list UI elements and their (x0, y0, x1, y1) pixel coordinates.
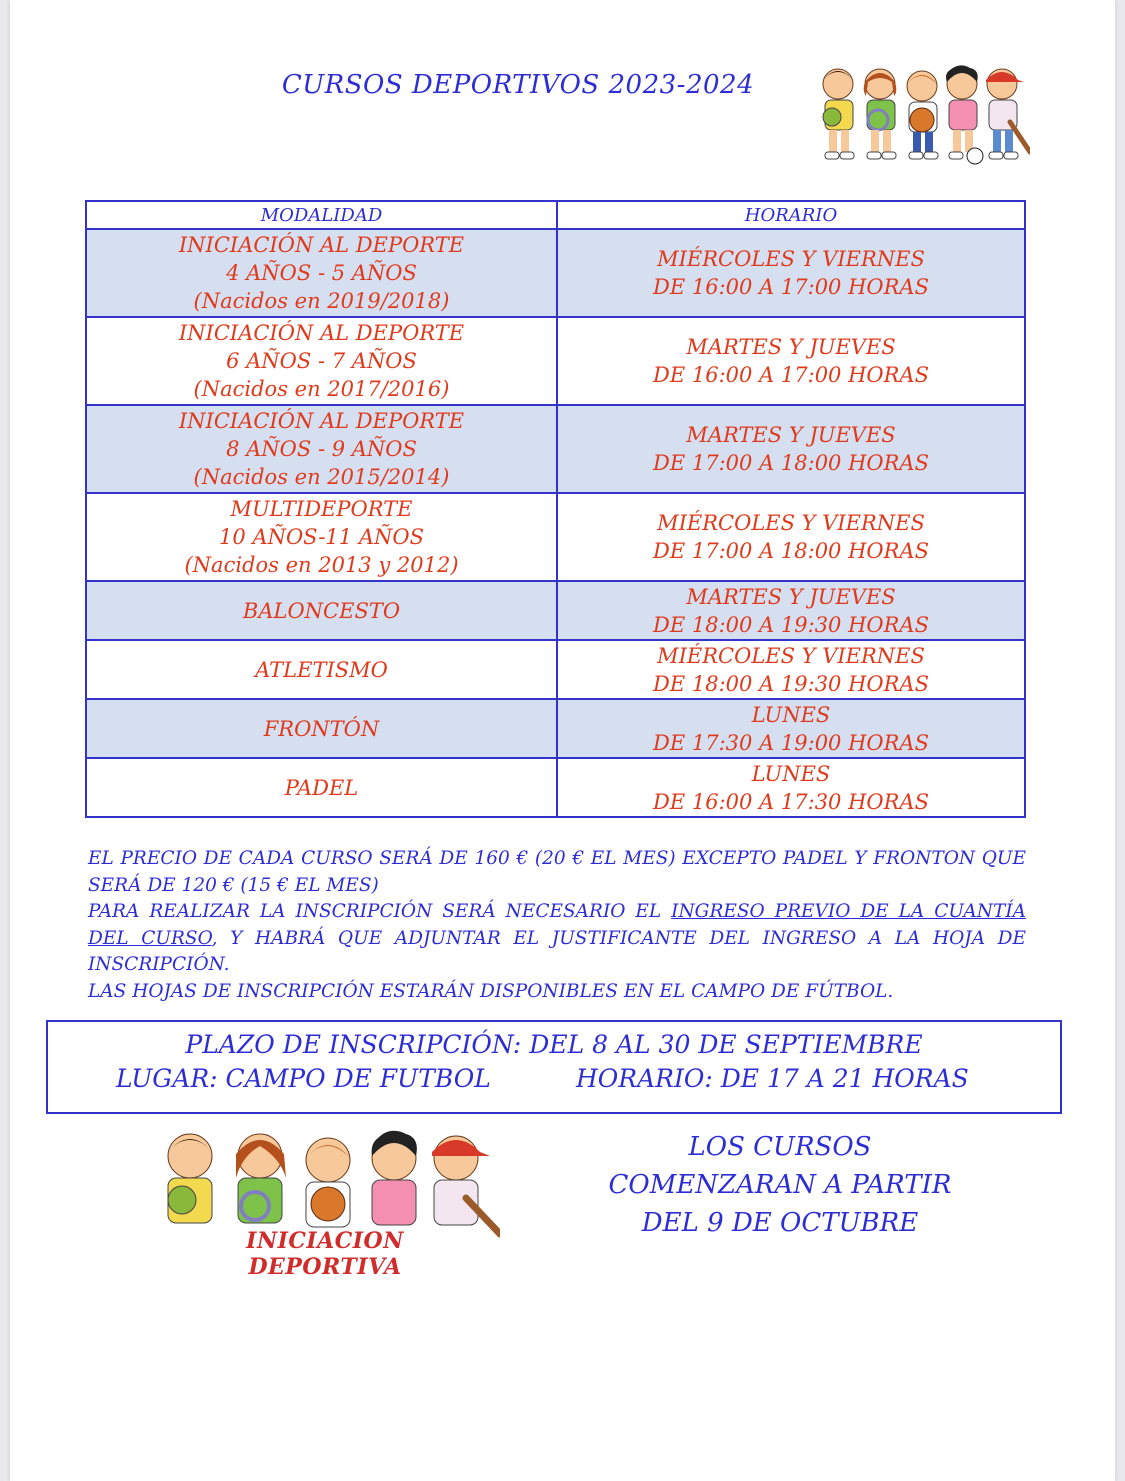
table-row (86, 405, 1025, 493)
table-row (86, 640, 1025, 699)
modalidad-cell: INICIACIÓN AL DEPORTE 6 AÑOS - 7 AÑOS (Nacidos en 2017/2016) (86, 317, 557, 405)
horario-cell: MARTES Y JUEVES DE 16:00 A 17:00 HORAS (557, 317, 1025, 405)
column-header-modalidad: MODALIDAD (86, 201, 557, 229)
table-row (86, 699, 1025, 758)
modalidad-cell: BALONCESTO (86, 581, 557, 640)
course-start-notice: LOS CURSOS COMENZARAN A PARTIR DEL 9 DE OCTUBRE (608, 1132, 952, 1238)
price-text: EL PRECIO DE CADA CURSO SERÁ DE 160 € (20 € EL MES) EXCEPTO PADEL Y FRONTON QUE SERÁ DE 120 € (15 € EL MES) (88, 848, 1026, 896)
registration-hours: HORARIO: DE 17 A 21 HORAS (576, 1064, 969, 1093)
horario-cell: MARTES Y JUEVES DE 17:00 A 18:00 HORAS (557, 405, 1025, 493)
horario-cell: MIÉRCOLES Y VIERNES DE 17:00 A 18:00 HORAS (557, 493, 1025, 581)
horario-cell: MIÉRCOLES Y VIERNES DE 16:00 A 17:00 HORAS (557, 229, 1025, 317)
horario-cell: LUNES DE 16:00 A 17:30 HORAS (557, 758, 1025, 817)
table-row (86, 758, 1025, 817)
modalidad-cell: PADEL (86, 758, 557, 817)
table-row (86, 229, 1025, 317)
table-row (86, 493, 1025, 581)
sheets-text: LAS HOJAS DE INSCRIPCIÓN ESTARÁN DISPONIBLES EN EL CAMPO DE FÚTBOL. (88, 980, 894, 1002)
registration-period: PLAZO DE INSCRIPCIÓN: DEL 8 AL 30 DE SEPTIEMBRE (185, 1030, 923, 1059)
table-row (86, 581, 1025, 640)
info-paragraph (88, 846, 1026, 1005)
registration-box (46, 1020, 1062, 1114)
column-header-horario: HORARIO (557, 201, 1025, 229)
schedule-table (85, 200, 1026, 818)
registration-place: LUGAR: CAMPO DE FUTBOL (116, 1064, 491, 1093)
modalidad-cell: INICIACIÓN AL DEPORTE 4 AÑOS - 5 AÑOS (Nacidos en 2019/2018) (86, 229, 557, 317)
inscription-text: PARA REALIZAR LA INSCRIPCIÓN SERÁ NECESARIO EL INGRESO PREVIO DE LA CUANTÍA DEL CURSO, Y HABRÁ QUE ADJUNTAR EL JUSTIFICANTE DEL INGRESO A LA HOJA DE INSCRIPCIÓN. (88, 901, 1026, 975)
horario-cell: LUNES DE 17:30 A 19:00 HORAS (557, 699, 1025, 758)
modalidad-cell: FRONTÓN (86, 699, 557, 758)
modalidad-cell: ATLETISMO (86, 640, 557, 699)
kids-sports-illustration-large-icon (150, 1128, 500, 1238)
horario-cell: MIÉRCOLES Y VIERNES DE 18:00 A 19:30 HORAS (557, 640, 1025, 699)
table-header-row (86, 201, 1025, 229)
modalidad-cell: INICIACIÓN AL DEPORTE 8 AÑOS - 9 AÑOS (Nacidos en 2015/2014) (86, 405, 557, 493)
document-page (10, 0, 1115, 1481)
modalidad-cell: MULTIDEPORTE 10 AÑOS-11 AÑOS (Nacidos en 2013 y 2012) (86, 493, 557, 581)
kids-sports-illustration-icon (810, 62, 1030, 172)
payment-requirement: INGRESO PREVIO DE LA CUANTÍA DEL CURSO (88, 901, 1026, 949)
document-title: CURSOS DEPORTIVOS 2023-2024 (281, 70, 755, 100)
horario-cell: MARTES Y JUEVES DE 18:00 A 19:30 HORAS (557, 581, 1025, 640)
table-row (86, 317, 1025, 405)
illustration-label: INICIACION DEPORTIVA (246, 1228, 404, 1280)
